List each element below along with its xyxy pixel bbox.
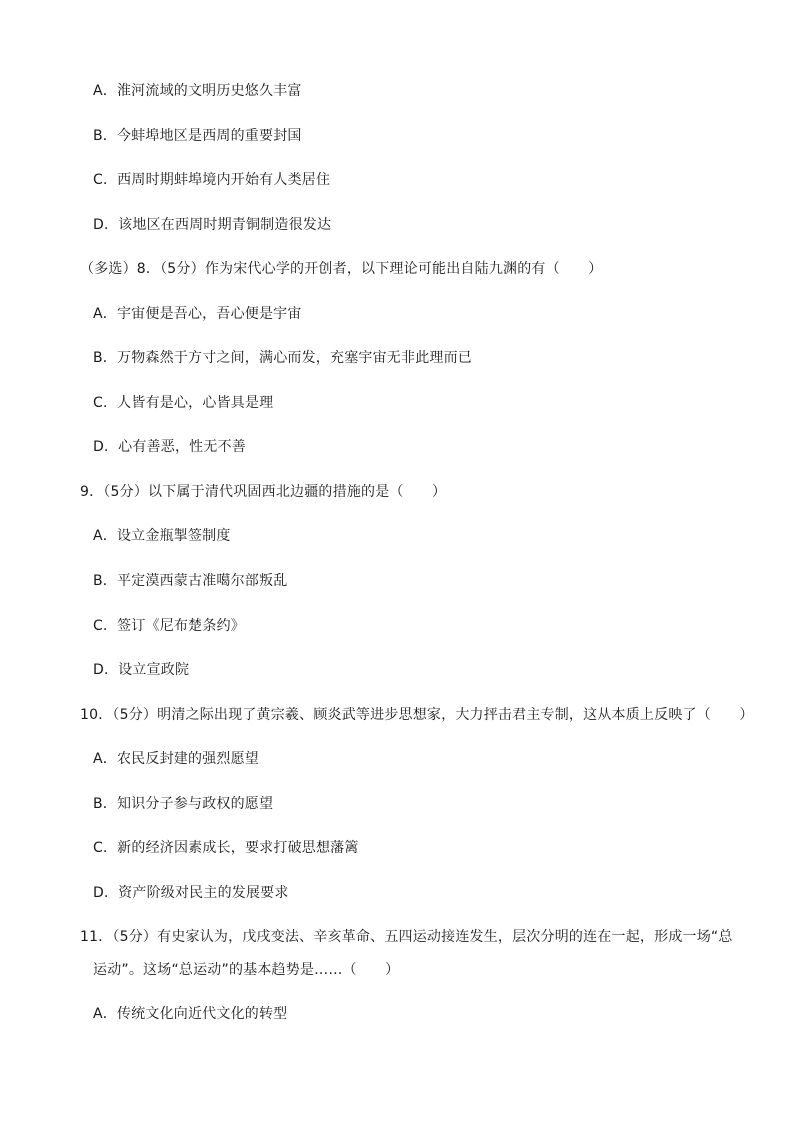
- q9-option-a: A．设立金瓶掣签制度: [93, 528, 231, 544]
- q10-option-d: D．资产阶级对民主的发展要求: [93, 885, 289, 901]
- q8-option-d: D．心有善恶，性无不善: [93, 439, 246, 455]
- q10-option-b: B．知识分子参与政权的愿望: [93, 796, 274, 812]
- q8-option-a: A．宇宙便是吾心，吾心便是宇宙: [93, 306, 302, 322]
- q11-option-a: A．传统文化向近代文化的转型: [93, 1006, 288, 1022]
- q9-option-c: C．签订《尼布楚条约》: [93, 618, 245, 634]
- q10-option-a: A．农民反封建的强烈愿望: [93, 751, 259, 767]
- q9-stem: 9．（5分）以下属于清代巩固西北边疆的措施的是（ ）: [80, 484, 447, 500]
- q11-stem-line2: 运动”。这场“总运动”的基本趋势是……（ ）: [93, 962, 400, 978]
- q7-option-b: B．今蚌埠地区是西周的重要封国: [93, 128, 302, 144]
- q9-option-b: B．平定漠西蒙古准噶尔部叛乱: [93, 573, 288, 589]
- q10-stem: 10．（5分）明清之际出现了黄宗羲、顾炎武等进步思想家，大力抨击君主专制，这从本质上反映了（ ）: [80, 707, 754, 723]
- q8-option-b: B．万物森然于方寸之间，满心而发，充塞宇宙无非此理而已: [93, 350, 473, 366]
- q10-option-c: C．新的经济因素成长，要求打破思想藩篱: [93, 840, 359, 856]
- q11-stem-line1: 11．（5分）有史家认为，戊戌变法、辛亥革命、五四运动接连发生，层次分明的连在一起，形成一场“总: [80, 929, 733, 945]
- q8-option-c: C．人皆有是心，心皆具是理: [93, 395, 274, 411]
- q9-option-d: D．设立宣政院: [93, 662, 190, 678]
- q7-option-a: A．淮河流域的文明历史悠久丰富: [93, 83, 302, 99]
- q8-stem: （多选）8．（5分）作为宋代心学的开创者，以下理论可能出自陆九渊的有（ ）: [80, 261, 603, 277]
- q7-option-d: D．该地区在西周时期青铜制造很发达: [93, 217, 332, 233]
- q7-option-c: C．西周时期蚌埠境内开始有人类居住: [93, 172, 331, 188]
